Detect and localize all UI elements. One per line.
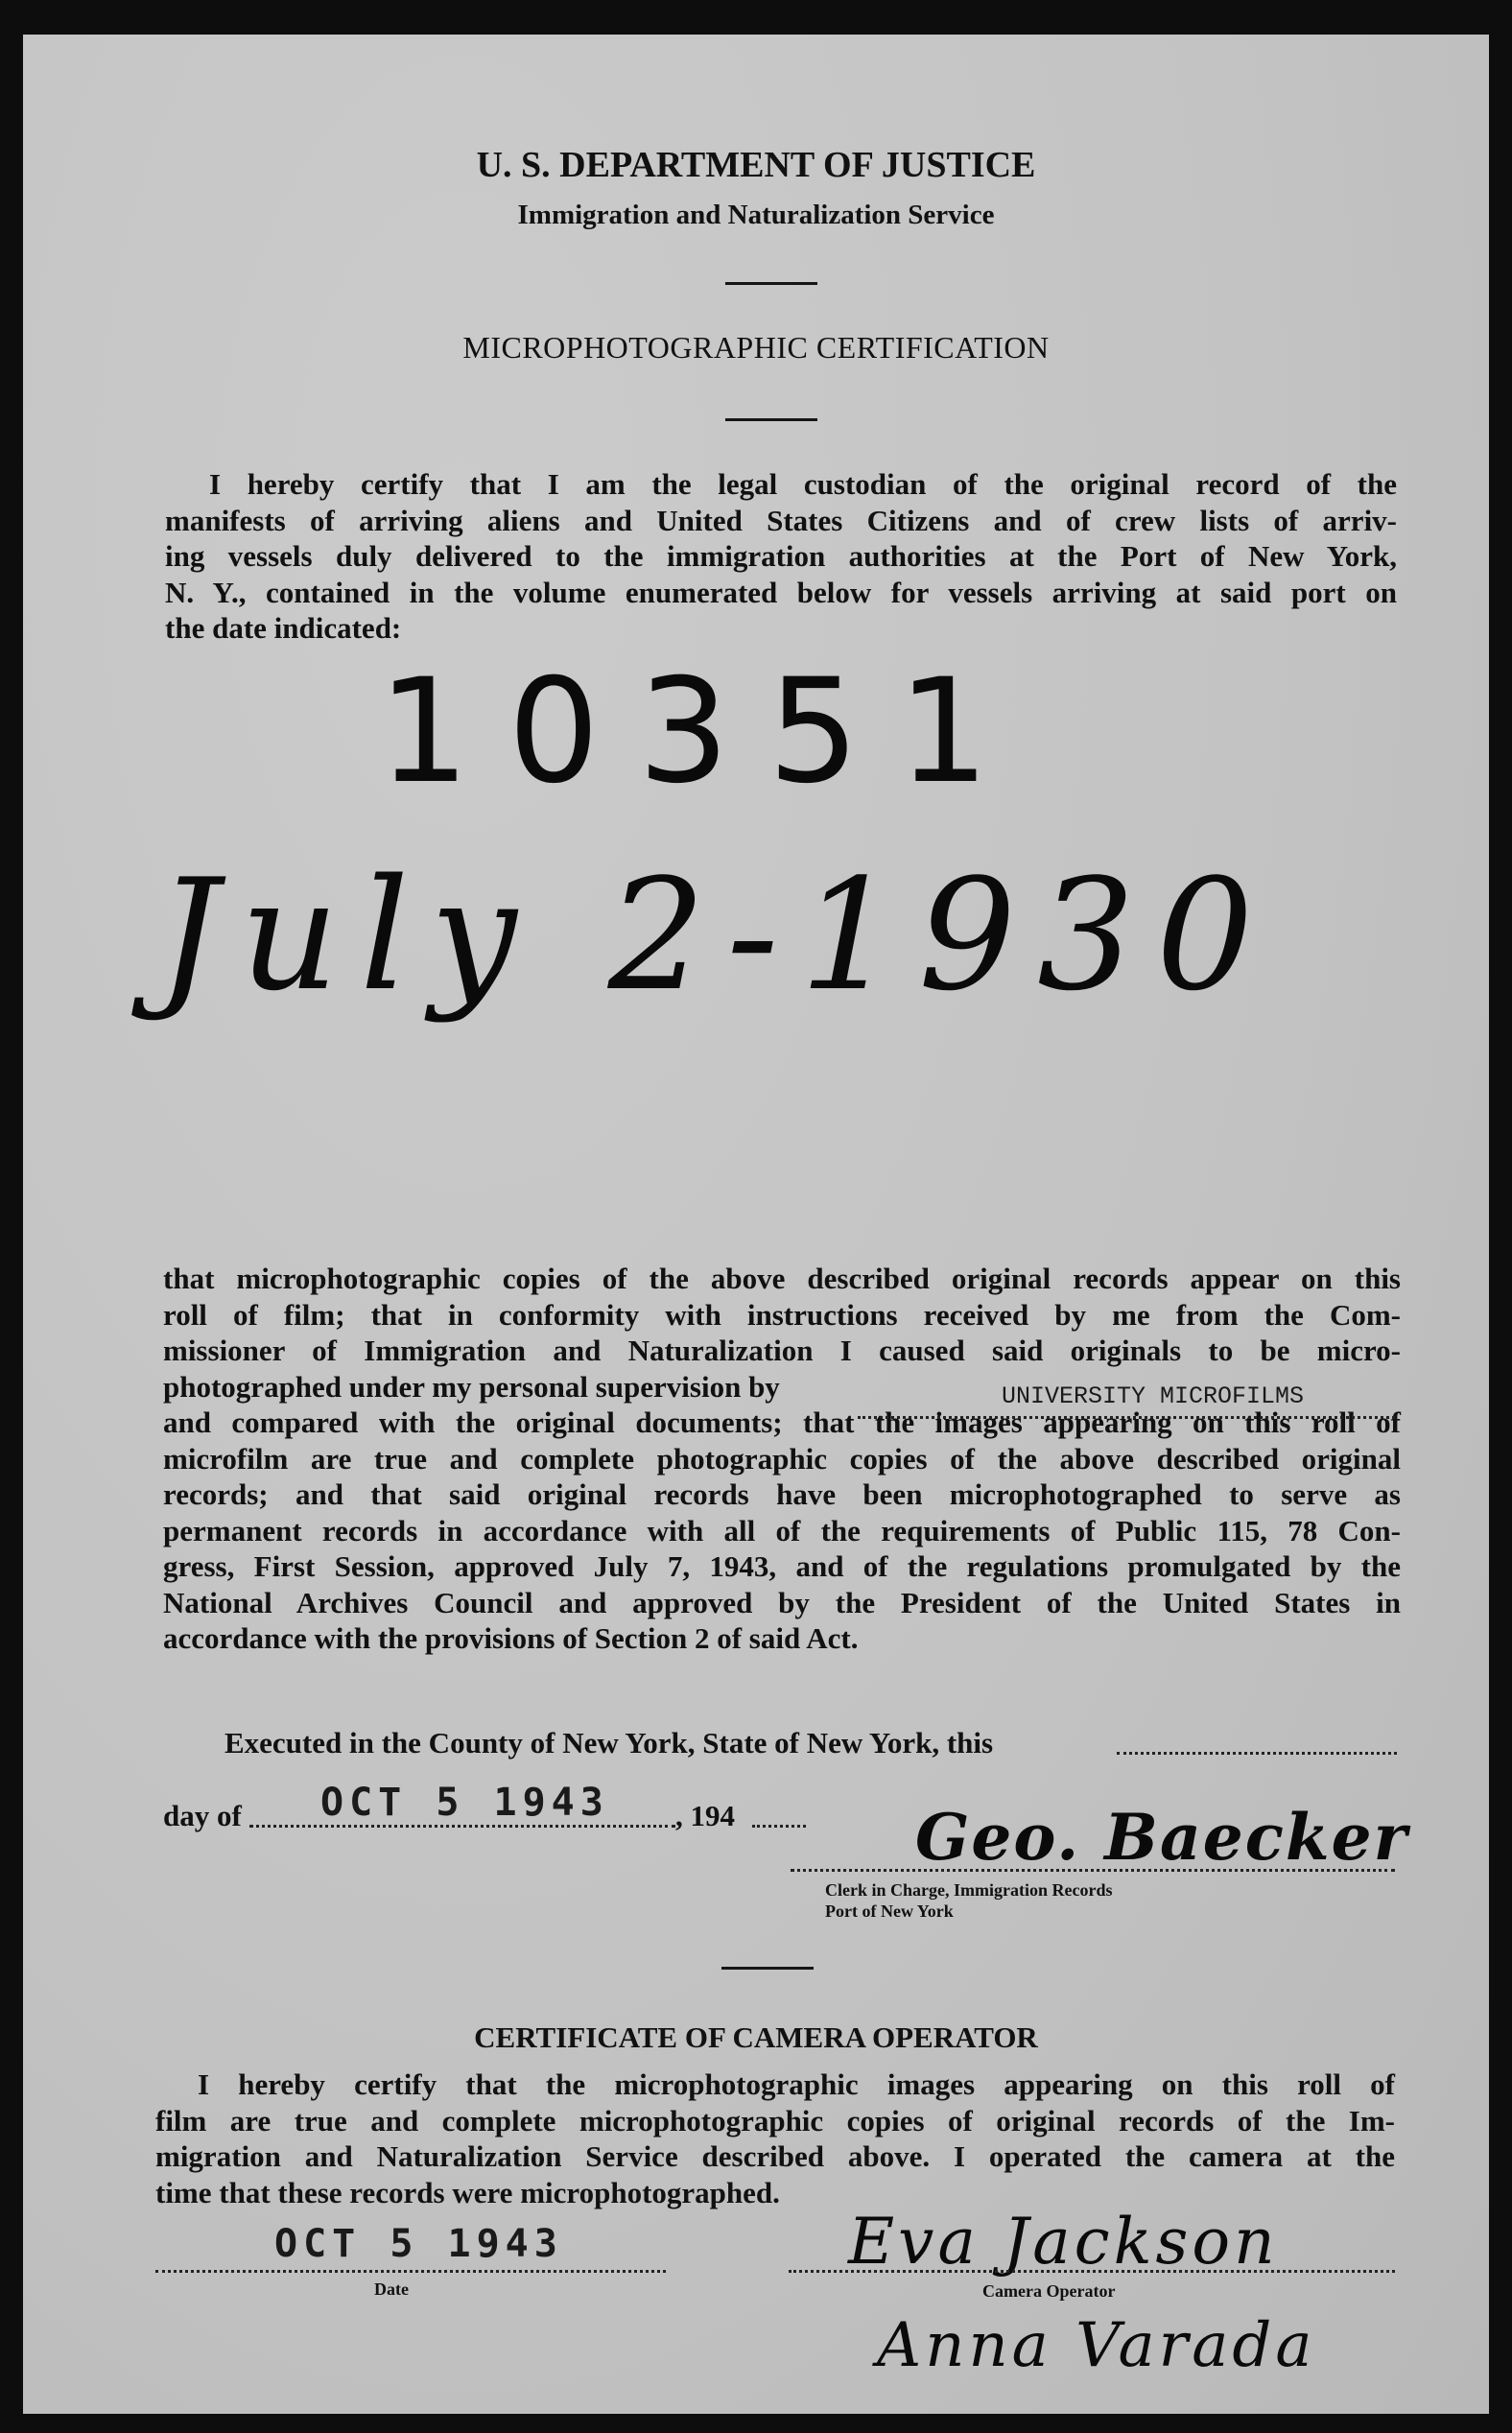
year-fill-line: [752, 1825, 806, 1828]
supervisor-typed: UNIVERSITY MICROFILMS: [1002, 1382, 1305, 1410]
second-signature: Anna Varada: [877, 2310, 1316, 2381]
camera-operator-label: Camera Operator: [982, 2281, 1116, 2301]
divider: [721, 1967, 814, 1970]
certification-statement: [163, 1261, 1401, 1657]
clerk-signature: Geo. Baecker: [915, 1800, 1409, 1875]
text-line: permanent records in accordance with all of the requirements of Public 115, 78 Con-: [163, 1513, 1401, 1547]
text-line: and compared with the original documents; that the images appearing on this roll of: [163, 1405, 1401, 1439]
clerk-signature-line: [791, 1869, 1395, 1872]
text-line: National Archives Council and approved by the President of the United States in: [163, 1585, 1401, 1619]
text-line: time that these records were microphotographed.: [155, 2175, 780, 2209]
executed-day-fill-line: [1117, 1752, 1397, 1755]
custodian-statement: [165, 466, 1397, 647]
executed-line: Executed in the County of New York, State of New York, this: [224, 1726, 994, 1760]
divider: [725, 282, 817, 285]
day-of-fill-line: [249, 1825, 675, 1828]
text-line: film are true and complete microphotographic copies of original records of the Im-: [155, 2103, 1395, 2138]
text-line: the date indicated:: [165, 611, 402, 645]
clerk-title: Clerk in Charge, Immigration Records: [825, 1880, 1113, 1900]
document-title: MICROPHOTOGRAPHIC CERTIFICATION: [462, 330, 1050, 365]
operator-signature: Eva Jackson: [848, 2205, 1279, 2279]
supervisor-fill-line: [858, 1416, 1395, 1419]
camera-section-title: CERTIFICATE OF CAMERA OPERATOR: [474, 2020, 1038, 2054]
text-line: records; and that said original records have been microphotographed to serve as: [163, 1477, 1401, 1511]
camera-date-stamp: OCT 5 1943: [274, 2222, 563, 2266]
operator-signature-line: [789, 2270, 1395, 2273]
text-line: I hereby certify that the microphotographic images appearing on this roll of: [198, 2067, 1395, 2101]
text-line: roll of film; that in conformity with instructions received by me from the Com-: [163, 1297, 1401, 1332]
service-subheading: Immigration and Naturalization Service: [517, 200, 995, 230]
executed-date-stamp: OCT 5 1943: [320, 1781, 609, 1825]
year-prefix: , 194: [675, 1799, 735, 1832]
text-line: gress, First Session, approved July 7, 1943, and of the regulations promulgated by the: [163, 1549, 1401, 1583]
supervision-label: photographed under my personal supervision by: [163, 1369, 780, 1404]
text-line: that microphotographic copies of the above described original records appear on this: [163, 1262, 1401, 1295]
date-fill-line: [155, 2270, 666, 2273]
handwritten-volume-number: 10351: [378, 649, 1028, 815]
clerk-office: Port of New York: [825, 1902, 954, 1921]
certificate-sheet: [23, 35, 1489, 2414]
camera-operator-statement: [155, 2067, 1395, 2210]
day-of-label: day of: [163, 1799, 242, 1832]
text-line: missioner of Immigration and Naturalization I caused said originals to be micro-: [163, 1334, 1401, 1367]
text-line: microfilm are true and complete photographic copies of the above described original: [163, 1441, 1401, 1476]
handwritten-date: July 2-1930: [157, 845, 1275, 1025]
department-heading: U. S. DEPARTMENT OF JUSTICE: [476, 145, 1036, 185]
text-line: I hereby certify that I am the legal custodian of the original record of the: [209, 467, 1397, 501]
text-line: migration and Naturalization Service described above. I operated the camera at the: [155, 2139, 1395, 2173]
text-line: N. Y., contained in the volume enumerated below for vessels arriving at said port on: [165, 575, 1397, 609]
text-line: ing vessels duly delivered to the immigration authorities at the Port of New York,: [165, 539, 1397, 573]
date-label: Date: [374, 2279, 409, 2299]
text-line: manifests of arriving aliens and United States Citizens and of crew lists of arriv-: [165, 503, 1397, 537]
divider: [725, 418, 817, 421]
text-line: accordance with the provisions of Section 2 of said Act.: [163, 1621, 859, 1655]
